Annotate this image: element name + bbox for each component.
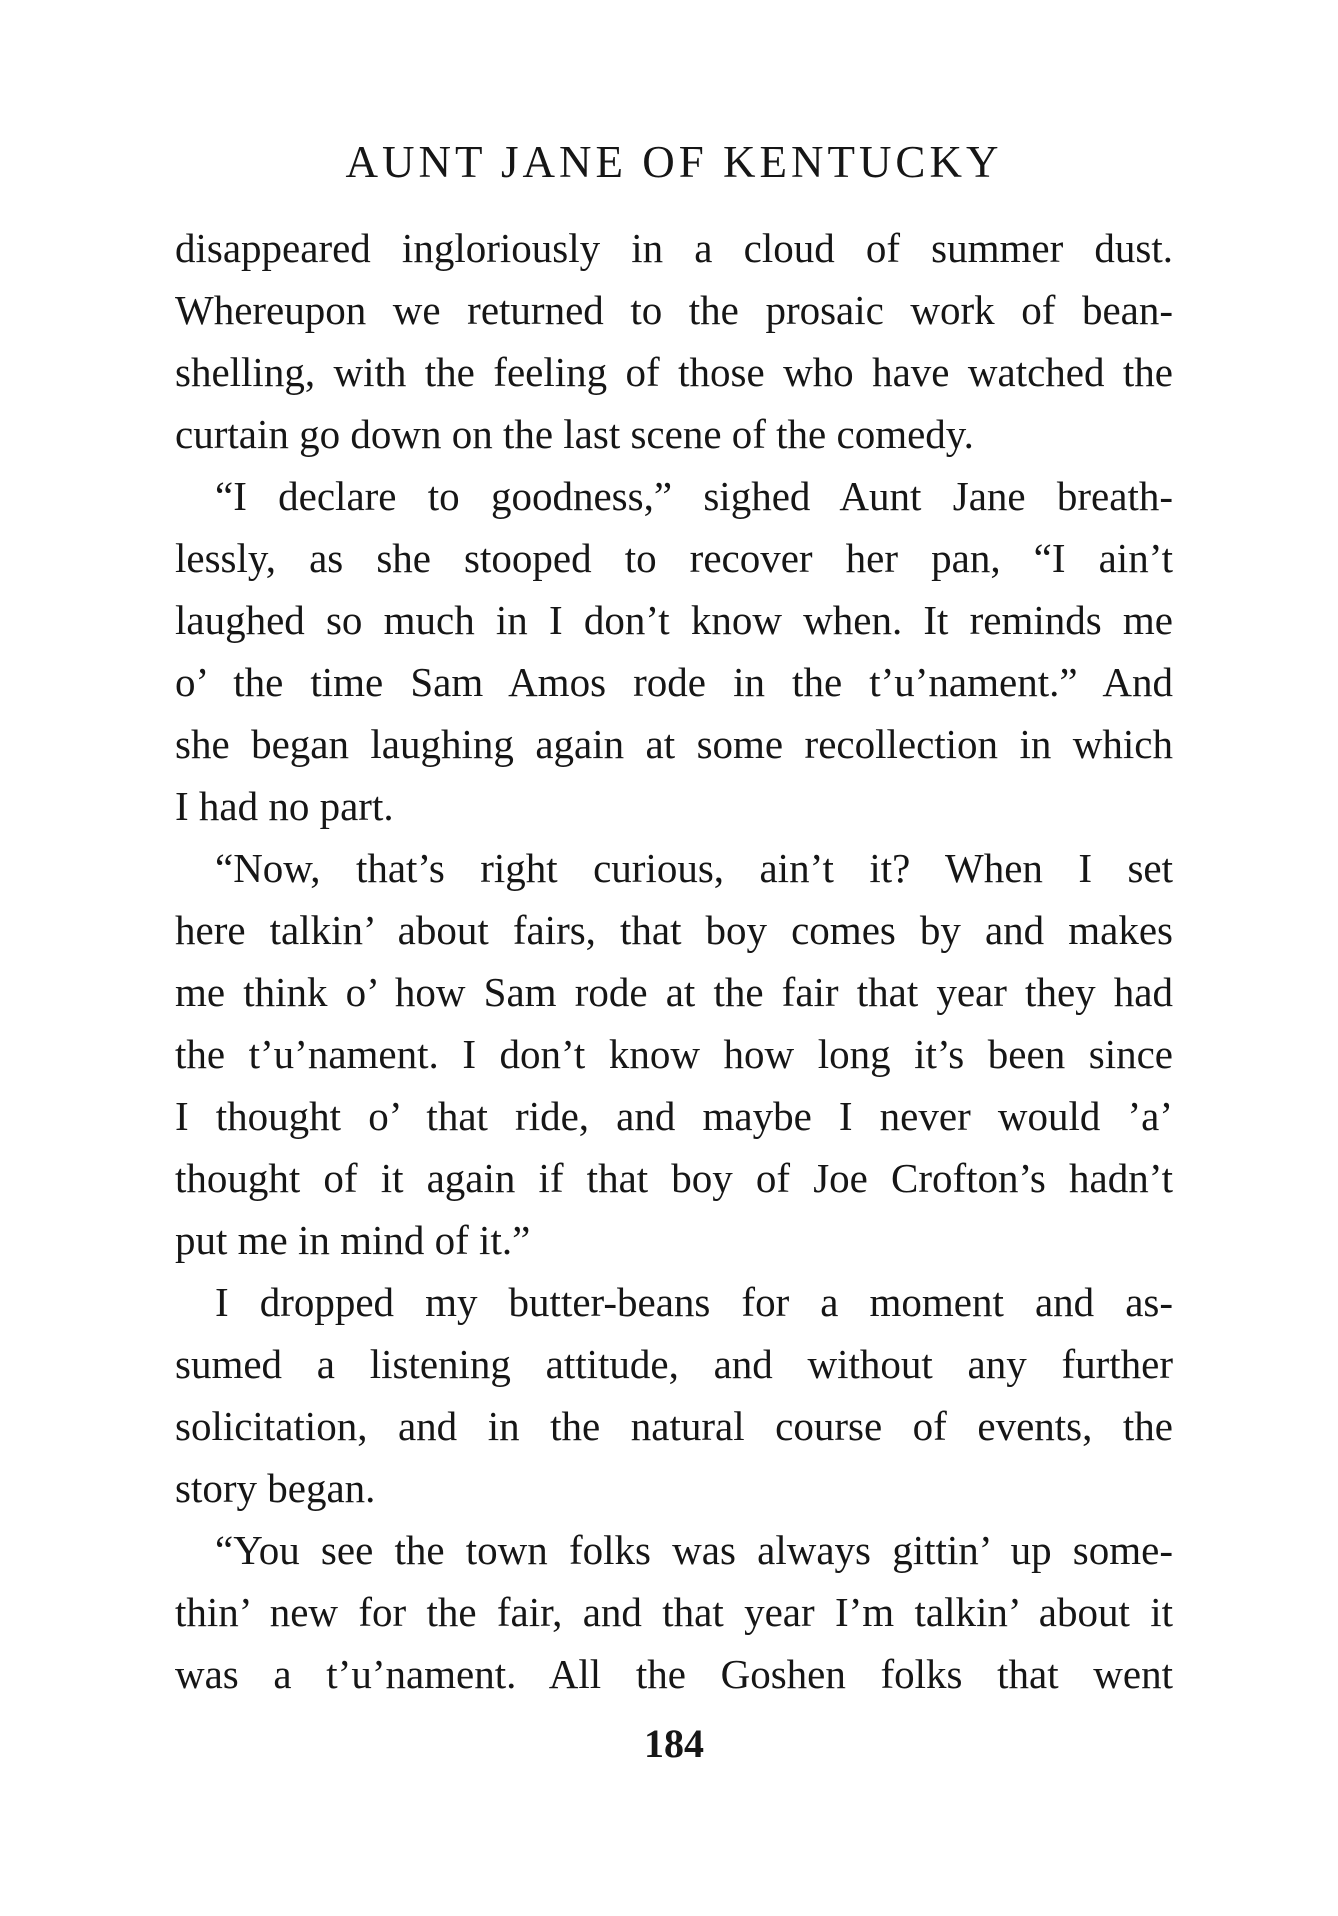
text-line: “You see the town folks was always gittin’ up some- <box>215 1527 1173 1573</box>
page-number: 184 <box>644 1721 704 1766</box>
text-line: “Now, that’s right curious, ain’t it? When I set <box>215 845 1173 891</box>
text-line: shelling, with the feeling of those who have watched the <box>175 349 1173 395</box>
text-line: laughed so much in I don’t know when. It reminds me <box>175 597 1173 643</box>
text-line: solicitation, and in the natural course of events, the <box>175 1403 1173 1449</box>
running-head: AUNT JANE OF KENTUCKY <box>345 137 1003 187</box>
body-text <box>175 217 1173 1705</box>
text-line: here talkin’ about fairs, that boy comes by and makes <box>175 907 1173 953</box>
text-line: the t’u’nament. I don’t know how long it’s been since <box>175 1031 1173 1077</box>
text-line: sumed a listening attitude, and without any further <box>175 1341 1173 1387</box>
text-line: thought of it again if that boy of Joe Crofton’s hadn’t <box>175 1155 1173 1201</box>
text-line: story began. <box>175 1465 376 1511</box>
text-line: was a t’u’nament. All the Goshen folks that went <box>175 1651 1173 1697</box>
text-line: lessly, as she stooped to recover her pan, “I ain’t <box>175 535 1173 581</box>
text-line: disappeared ingloriously in a cloud of summer dust. <box>175 225 1173 271</box>
text-line: curtain go down on the last scene of the comedy. <box>175 411 974 457</box>
text-line: I had no part. <box>175 783 394 829</box>
text-line: put me in mind of it.” <box>175 1217 531 1263</box>
text-line: she began laughing again at some recollection in which <box>175 721 1173 767</box>
text-line: I thought o’ that ride, and maybe I never would ’a’ <box>175 1093 1173 1139</box>
text-line: I dropped my butter-beans for a moment and as- <box>215 1279 1173 1325</box>
text-line: me think o’ how Sam rode at the fair that year they had <box>175 969 1173 1015</box>
text-line: “I declare to goodness,” sighed Aunt Jane breath- <box>215 473 1173 519</box>
text-line: Whereupon we returned to the prosaic work of bean- <box>175 287 1173 333</box>
text-line: thin’ new for the fair, and that year I’m talkin’ about it <box>175 1589 1173 1635</box>
text-line: o’ the time Sam Amos rode in the t’u’nament.” And <box>175 659 1173 705</box>
